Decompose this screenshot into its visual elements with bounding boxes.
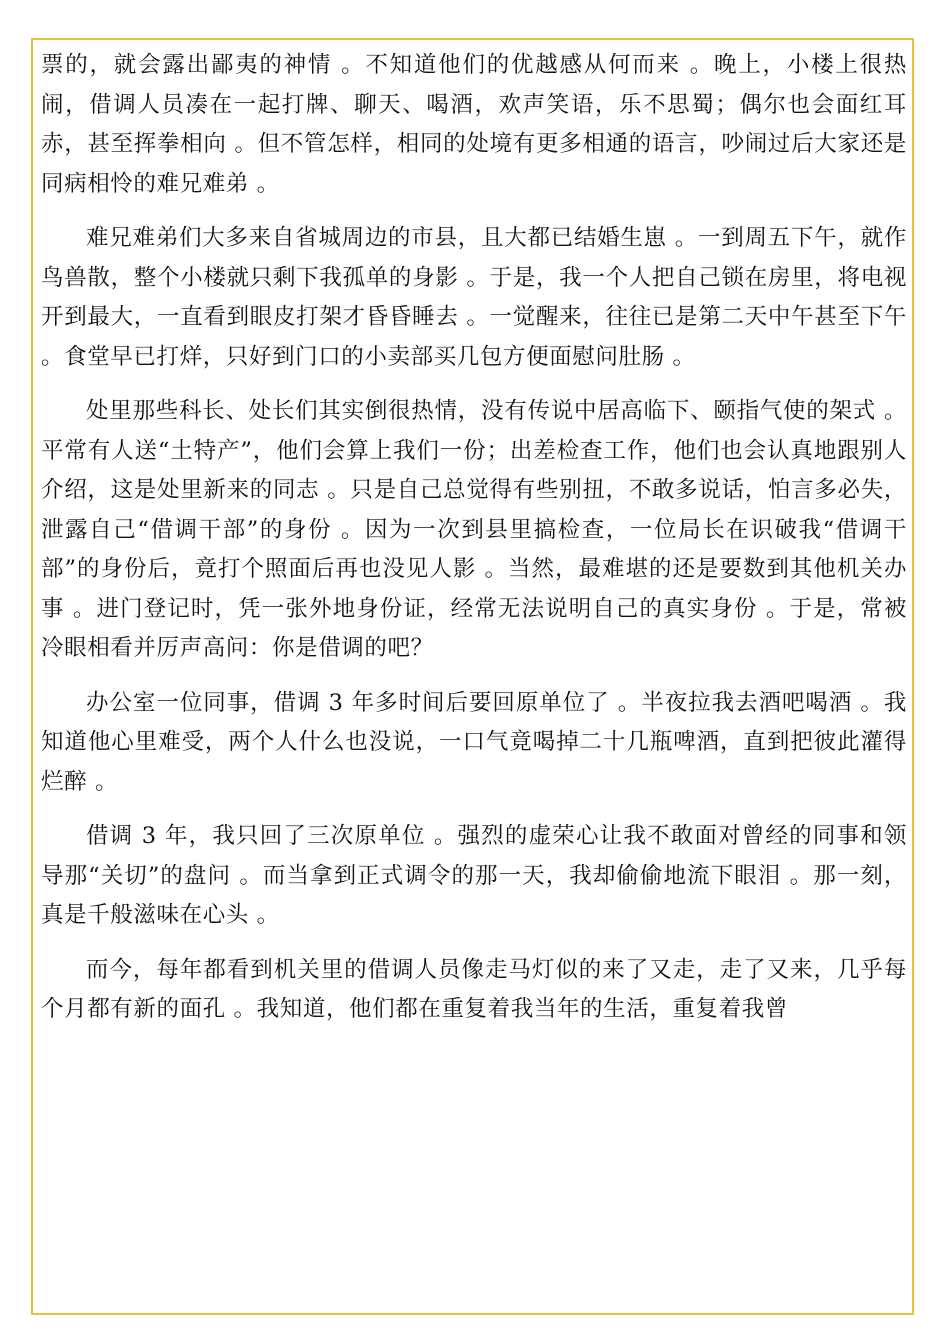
paragraph-1: 票的，就会露出鄙夷的神情 。不知道他们的优越感从何而来 。晚上，小楼上很热闹，借调人员凑在一起打牌、聊天、喝酒，欢声笑语，乐不思蜀；偶尔也会面红耳赤，甚至挥拳相向 。但不管怎样，相同的处境有更多相通的语言，吵闹过后大家还是同病相怜的难兄难弟 。	[41, 52, 907, 197]
paragraph-3: 处里那些科长、处长们其实倒很热情，没有传说中居高临下、颐指气使的架式 。平常有人送“土特产”，他们会算上我们一份；出差检查工作，他们也会认真地跟别人介绍，这是处里新来的同志 。只是自己总觉得有些别扭，不敢多说话，怕言多必失，泄露自己“借调干部”的身份 。因为一次到县里搞检查，一位局长在识破我“借调干部”的身份后，竟打个照面后再也没见人影 。当然，最难堪的还是要数到其他机关办事 。进门登记时，凭一张外地身份证，经常无法说明自己的真实身份 。于是，常被冷眼相看并厉声高问：你是借调的吧？	[41, 398, 907, 661]
paragraph-6: 而今，每年都看到机关里的借调人员像走马灯似的来了又走，走了又来，几乎每个月都有新的面孔 。我知道，他们都在重复着我当年的生活，重复着我曾	[41, 956, 907, 1022]
paragraph-4: 办公室一位同事，借调 3 年多时间后要回原单位了 。半夜拉我去酒吧喝酒 。我知道他心里难受，两个人什么也没说，一口气竟喝掉二十几瓶啤酒，直到把彼此灌得烂醉 。	[41, 689, 907, 795]
document-body	[41, 46, 907, 1045]
paragraph-2: 难兄难弟们大多来自省城周边的市县，且大都已结婚生崽 。一到周五下午，就作鸟兽散，整个小楼就只剩下我孤单的身影 。于是，我一个人把自己锁在房里，将电视开到最大，一直看到眼皮打架才昏昏睡去 。一觉醒来，往往已是第二天中午甚至下午 。食堂早已打烊，只好到门口的小卖部买几包方便面慰问肚肠 。	[41, 225, 907, 370]
paragraph-5: 借调 3 年，我只回了三次原单位 。强烈的虚荣心让我不敢面对曾经的同事和领导那“关切”的盘问 。而当拿到正式调令的那一天，我却偷偷地流下眼泪 。那一刻，真是千般滋味在心头 。	[41, 823, 907, 928]
